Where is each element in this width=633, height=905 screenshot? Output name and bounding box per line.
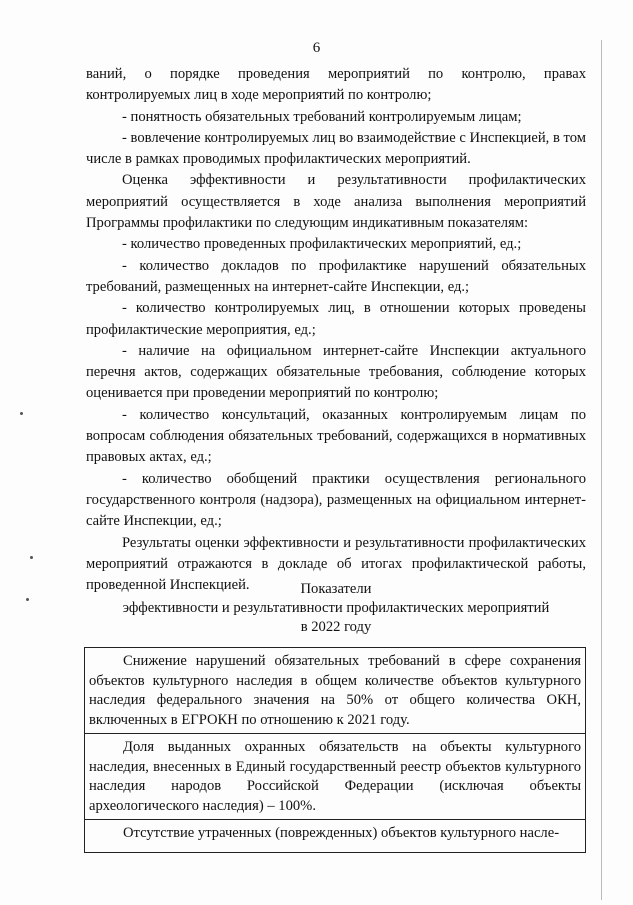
heading-line: Показатели <box>300 581 372 597</box>
paragraph: - количество обобщений практики осуществления регионального государственного контроля (надзора), размещенных на официальном интернет-сайте Инспекции, ед.; <box>86 470 586 530</box>
indicator-row: Снижение нарушений обязательных требований в сфере сохранения объектов культурного наследия в общем количестве объектов культурного наследия федерального значения на 50% от общего количества ОКН, включенных в ЕГРОКН по отношению к 2021 году. <box>85 647 585 733</box>
paragraph: - количество проведенных профилактических мероприятий, ед.; <box>122 236 522 253</box>
scan-dot <box>30 556 33 559</box>
indicator-row: Отсутствие утраченных (поврежденных) объектов культурного насле- <box>85 819 585 853</box>
scan-edge-line <box>601 40 602 900</box>
indicator-row: Доля выданных охранных обязательств на объекты культурного наследия, внесенных в Единый государственный реестр объектов культурного наследия народов Российской Федерации (исключая объекты археологического наследия) – 100%. <box>85 733 585 819</box>
scan-dot <box>20 412 23 415</box>
indicators-table <box>84 647 586 853</box>
paragraph: - вовлечение контролируемых лиц во взаимодействие с Инспекцией, в том числе в рамках проводимых профилактических мероприятий. <box>86 129 586 168</box>
heading-line: в 2022 году <box>300 619 372 635</box>
body-text <box>86 64 586 596</box>
section-heading <box>86 580 586 637</box>
paragraph: - количество докладов по профилактике нарушений обязательных требований, размещенных на интернет-сайте Инспекции, ед.; <box>86 257 586 295</box>
page-number: 6 <box>312 40 321 56</box>
paragraph: - количество контролируемых лиц, в отношении которых проведены профилактические мероприятия, ед.; <box>86 300 586 338</box>
paragraph: ваний, о порядке проведения мероприятий по контролю, правах контролируемых лиц в ходе мероприятий по контролю; <box>86 66 586 104</box>
paragraph: - наличие на официальном интернет-сайте Инспекции актуального перечня актов, содержащих обязательные требования, соблюдение которых оценивается при проведении мероприятий по контролю; <box>86 342 586 402</box>
paragraph: Оценка эффективности и результативности профилактических мероприятий осуществляется в ходе анализа выполнения мероприятий Программы профилактики по следующим индикативным показателям: <box>86 172 586 232</box>
paragraph: Результаты оценки эффективности и результативности профилактических мероприятий отражаются в докладе об итогах профилактической работы, проведенной Инспекцией. <box>86 534 586 594</box>
scan-dot <box>26 598 29 601</box>
paragraph: - понятность обязательных требований контролируемым лицам; <box>122 108 522 125</box>
heading-line: эффективности и результативности профилактических мероприятий <box>122 600 550 616</box>
paragraph: - количество консультаций, оказанных контролируемым лицам по вопросам соблюдения обязательных требований, содержащихся в нормативных правовых актах, ед.; <box>86 406 586 466</box>
